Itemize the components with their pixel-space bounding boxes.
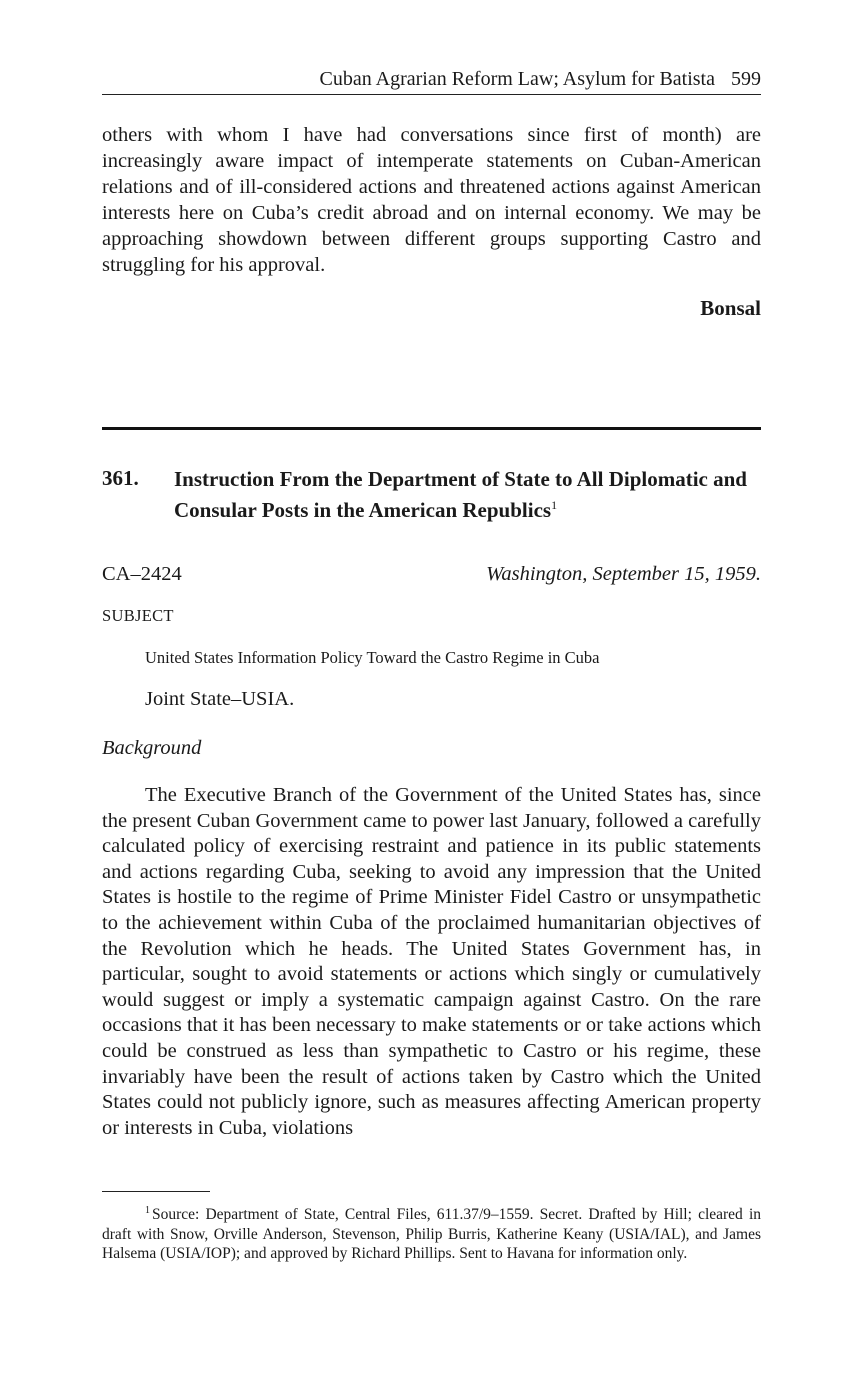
footnote-divider — [102, 1191, 210, 1192]
document-serial: CA–2424 — [102, 563, 182, 585]
document-title-text: Instruction From the Department of State to All Diplomatic and Consular Posts in the American Republics — [174, 467, 747, 522]
section-divider — [102, 427, 761, 430]
body-paragraph: The Executive Branch of the Government of the United States has, since the present Cuban Government came to power last January, followed a carefully calculated policy of exercising restraint and patience in its public statements and actions regarding Cuba, seeking to avoid any impression that the United States is hostile to the regime of Prime Minister Fidel Castro or unsympathetic to the achievement within Cuba of the proclaimed humanitarian objectives of the Revolution which he heads. The United States Government has, in particular, sought to avoid statements or actions which singly or cumulatively would suggest or imply a systematic campaign against Castro. On the rare occasions that it has been necessary to make statements or or take actions which could be construed as less than sympathetic to Castro or his regime, these invariably have been the result of actions taken by Castro which the United States could not publicly ignore, such as measures affecting American property or interests in Cuba, violations — [102, 784, 761, 1139]
footnote-text: Source: Department of State, Central Files, 611.37/9–1559. Secret. Drafted by Hill; cleared in draft with Snow, Orville Anderson, Stevenson, Philip Burris, Katherine Keany (USIA/IAL), and James Halsema (USIA/IOP); and approved by Richard Phillips. Sent to Havana for information only. — [102, 1206, 761, 1262]
continued-paragraph: others with whom I have had conversations since first of month) are increasingly aware impact of intemperate statements on Cuban-American relations and of ill-considered actions and threatened actions against American interests here on Cuba’s credit abroad and on internal economy. We may be approaching showdown between different groups supporting Castro and struggling for his approval. — [102, 124, 761, 276]
page-number: 599 — [731, 68, 761, 90]
footnote-marker: 1 — [145, 1205, 150, 1216]
running-title: Cuban Agrarian Reform Law; Asylum for Batista — [319, 68, 715, 90]
place-date: Washington, September 15, 1959. — [486, 563, 761, 585]
joint-line: Joint State–USIA. — [145, 688, 295, 710]
section-heading: Background — [102, 737, 202, 759]
subject-text: United States Information Policy Toward the Castro Regime in Cuba — [145, 648, 600, 667]
document-title — [174, 466, 764, 523]
document-number: 361. — [102, 466, 139, 490]
signature: Bonsal — [700, 296, 761, 320]
running-header — [102, 66, 761, 95]
footnote — [102, 1201, 761, 1263]
subject-label: SUBJECT — [102, 606, 174, 625]
footnote-reference: 1 — [551, 498, 558, 512]
